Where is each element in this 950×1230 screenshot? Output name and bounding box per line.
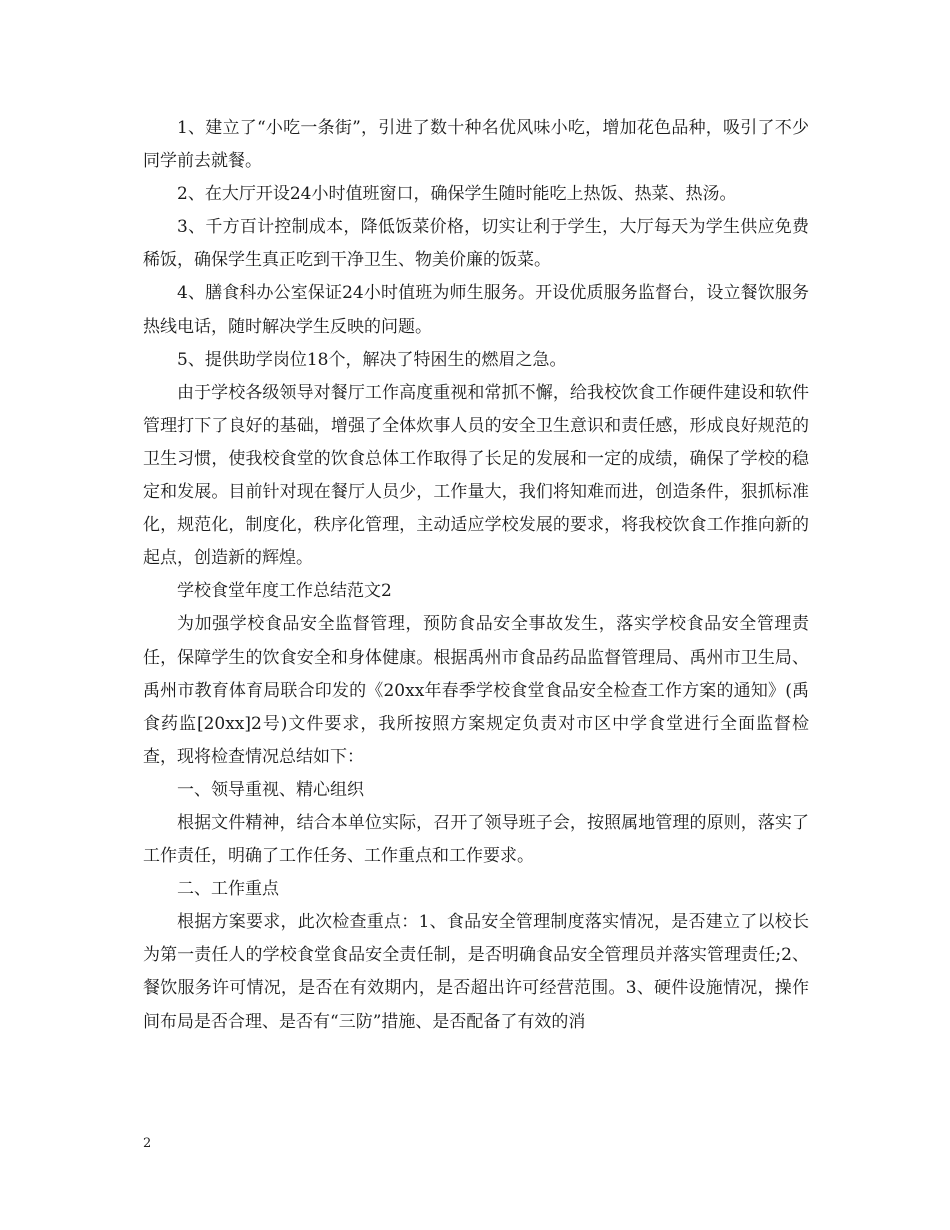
intro-paragraph: 为加强学校食品安全监督管理，预防食品安全事故发生，落实学校食品安全管理责任，保障学生的饮食安全和身体健康。根据禹州市食品药品监督管理局、禹州市卫生局、禹州市教育体育局联合印发的《20xx年春季学校食堂食品安全检查工作方案的通知》(禹食药监[20xx]2号)文件要求，我所按照方案规定负责对市区中学食堂进行全面监督检查，现将检查情况总结如下： xyxy=(143,614,809,767)
paragraph-item-2: 2、在大厅开设24小时值班窗口，确保学生随时能吃上热饭、热菜、热汤。 xyxy=(177,184,737,205)
summary-paragraph: 由于学校各级领导对餐厅工作高度重视和常抓不懈，给我校饮食工作硬件建设和软件管理打下了良好的基础，增强了全体炊事人员的安全卫生意识和责任感，形成良好规范的卫生习惯，使我校食堂的饮食总体工作取得了长足的发展和一定的成绩，确保了学校的稳定和发展。目前针对现在餐厅人员少，工作量大，我们将知难而进，创造条件，狠抓标准化，规范化，制度化，秩序化管理，主动适应学校发展的要求，将我校饮食工作推向新的起点，创造新的辉煌。 xyxy=(143,382,809,569)
paragraph-item-3: 3、千方百计控制成本，降低饭菜价格，切实让利于学生，大厅每天为学生供应免费稀饭，确保学生真正吃到干净卫生、物美价廉的饭菜。 xyxy=(143,217,809,271)
work-focus-paragraph: 根据方案要求，此次检查重点：1、食品安全管理制度落实情况，是否建立了以校长为第一责任人的学校食堂食品安全责任制，是否明确食品安全管理员并落实管理责任;2、餐饮服务许可情况，是否在有效期内，是否超出许可经营范围。3、硬件设施情况，操作间布局是否合理、是否有“三防”措施、是否配备了有效的消 xyxy=(143,912,809,1032)
document-page xyxy=(143,112,809,1039)
section-title-example-2: 学校食堂年度工作总结范文2 xyxy=(177,581,392,602)
leadership-paragraph: 根据文件精神，结合本单位实际，召开了领导班子会，按照属地管理的原则，落实了工作责任，明确了工作任务、工作重点和工作要求。 xyxy=(143,812,809,867)
heading-work-focus: 二、工作重点 xyxy=(177,879,279,900)
page-number: 2 xyxy=(143,1136,152,1151)
paragraph-item-5: 5、提供助学岗位18个，解决了特困生的燃眉之急。 xyxy=(177,349,567,370)
paragraph-item-4: 4、膳食科办公室保证24小时值班为师生服务。开设优质服务监督台，设立餐饮服务热线电话，随时解决学生反映的问题。 xyxy=(143,283,809,337)
heading-leadership: 一、领导重视、精心组织 xyxy=(177,779,364,800)
paragraph-item-1: 1、建立了“小吃一条街”，引进了数十种名优风味小吃，增加花色品种，吸引了不少同学前去就餐。 xyxy=(143,118,809,172)
